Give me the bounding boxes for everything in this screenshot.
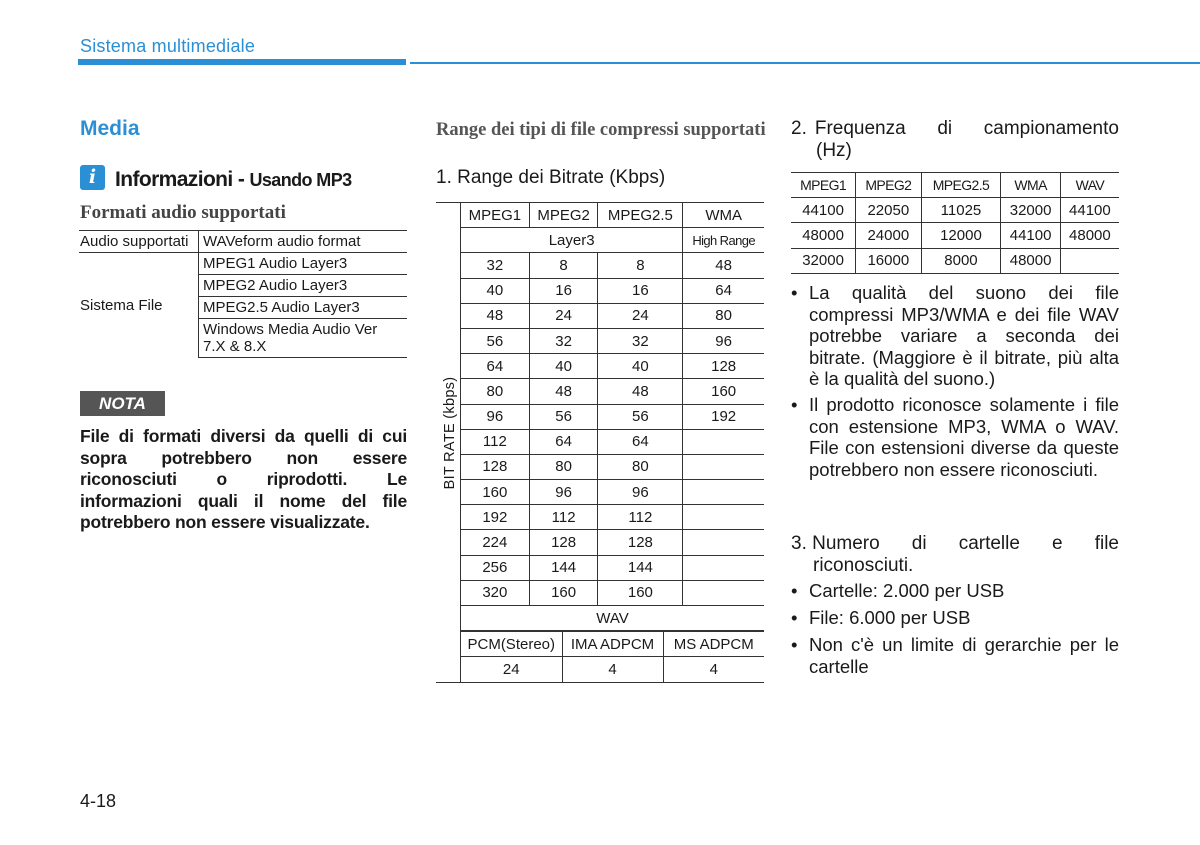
table-row	[436, 203, 764, 228]
table-cell: 64	[598, 429, 683, 454]
table-cell: MPEG2.5 Audio Layer3	[199, 297, 408, 319]
table-cell: 32	[529, 328, 598, 353]
bullet-text: Cartelle: 2.000 per USB	[809, 580, 1005, 601]
axis-spacer	[436, 530, 461, 555]
table-cell: 160	[683, 379, 764, 404]
section-title: Sistema multimediale	[80, 36, 256, 56]
table-row	[79, 253, 407, 275]
page-number: 4-18	[80, 791, 117, 811]
bullet-item	[791, 580, 1119, 602]
table-cell: WMA	[1001, 173, 1060, 198]
frequency-heading-word: Frequenza	[814, 118, 906, 139]
axis-spacer	[436, 580, 461, 605]
axis-spacer	[436, 203, 461, 228]
table-cell: 40	[598, 354, 683, 379]
info-title: Informazioni -	[115, 168, 250, 191]
axis-spacer	[436, 429, 461, 454]
table-cell: 11025	[921, 198, 1001, 223]
table-cell: 32	[598, 328, 683, 353]
table-cell: 40	[461, 278, 530, 303]
bullet-text: Non c'è un limite di gerarchie per le cartelle	[809, 634, 1119, 677]
wav-subtable	[461, 631, 764, 681]
table-cell: MPEG1	[461, 203, 530, 228]
formats-heading: Formati audio supportati	[80, 202, 286, 223]
axis-spacer	[436, 555, 461, 580]
table-cell: WMA	[683, 203, 764, 228]
axis-spacer	[436, 404, 461, 429]
table-cell: 56	[461, 328, 530, 353]
table-row	[436, 580, 764, 605]
table-cell: 144	[598, 555, 683, 580]
bullet-marker: •	[791, 580, 798, 601]
table-cell: 96	[683, 328, 764, 353]
table-cell	[683, 555, 764, 580]
info-heading	[115, 168, 352, 192]
table-cell: 192	[461, 505, 530, 530]
table-cell: 112	[529, 505, 598, 530]
table-row	[436, 303, 764, 328]
bullet-marker: •	[791, 634, 798, 655]
table-row	[436, 505, 764, 530]
table-row	[436, 379, 764, 404]
table-cell: WAV	[461, 606, 765, 631]
table-cell	[683, 530, 764, 555]
axis-spacer	[436, 303, 461, 328]
table-cell: 112	[598, 505, 683, 530]
axis-spacer	[436, 480, 461, 505]
table-cell: 192	[683, 404, 764, 429]
table-row	[436, 530, 764, 555]
table-cell: 4	[562, 657, 663, 682]
table-cell: 44100	[1060, 198, 1119, 223]
table-cell: 96	[529, 480, 598, 505]
table-cell: Layer3	[461, 228, 683, 253]
table-row	[791, 248, 1119, 273]
bullet-marker: •	[791, 282, 798, 303]
bitrate-table	[436, 202, 764, 683]
table-cell: 40	[529, 354, 598, 379]
bitrate-axis-label: BIT RATE (kbps)	[442, 376, 458, 490]
frequency-heading	[791, 118, 1119, 162]
table-cell	[683, 505, 764, 530]
table-cell: 256	[461, 555, 530, 580]
table-cell	[683, 580, 764, 605]
table-cell: 144	[529, 555, 598, 580]
table-cell	[683, 454, 764, 479]
table-row	[791, 173, 1119, 198]
bullet-item	[791, 394, 1119, 480]
frequency-heading-word: campionamento	[983, 118, 1119, 139]
axis-spacer	[436, 354, 461, 379]
folders-heading-word: di	[911, 533, 927, 554]
table-cell	[1060, 248, 1119, 273]
table-cell: 24000	[856, 223, 921, 248]
table-cell: 48000	[791, 223, 856, 248]
table-cell: 48000	[1060, 223, 1119, 248]
table-cell: 16	[529, 278, 598, 303]
axis-spacer	[436, 505, 461, 530]
table-cell: 160	[598, 580, 683, 605]
table-cell: WAV	[1060, 173, 1119, 198]
table-row	[436, 328, 764, 353]
note-text: File di formati diversi da quelli di cui sopra potrebbero non essere riconosciuti o riprodotti. Le informazioni quali il nome del file potrebbero non essere visualizzate.	[80, 426, 407, 532]
table-cell: MPEG2 Audio Layer3	[199, 275, 408, 297]
table-cell: 24	[502, 660, 520, 678]
table-cell: 8	[529, 253, 598, 278]
axis-spacer	[436, 228, 461, 253]
frequency-heading-number: 2.	[791, 118, 807, 139]
table-cell: 32	[461, 253, 530, 278]
formats-table	[79, 230, 407, 358]
table-cell: 8000	[921, 248, 1001, 273]
axis-spacer	[436, 606, 461, 631]
axis-spacer	[436, 253, 461, 278]
table-cell: MS ADPCM	[663, 632, 764, 657]
table-row	[436, 278, 764, 303]
frequency-heading-unit: (Hz)	[816, 140, 852, 161]
bullet-item	[791, 282, 1119, 390]
table-row	[79, 231, 407, 253]
table-cell: 160	[529, 580, 598, 605]
table-cell	[683, 429, 764, 454]
table-cell: Windows Media Audio Ver 7.X & 8.X	[199, 319, 408, 358]
folders-heading-word: e	[1052, 533, 1063, 554]
table-cell: 80	[683, 303, 764, 328]
table-cell: Sistema File	[79, 253, 199, 358]
table-cell: 48	[598, 379, 683, 404]
frequency-table	[791, 172, 1119, 274]
bitrate-heading: 1. Range dei Bitrate (Kbps)	[436, 167, 666, 188]
table-cell: 16	[598, 278, 683, 303]
media-heading: Media	[80, 117, 140, 140]
table-cell: MPEG1 Audio Layer3	[199, 253, 408, 275]
table-cell: 64	[461, 354, 530, 379]
table-row	[436, 480, 764, 505]
table-cell: 16000	[856, 248, 921, 273]
table-cell: 12000	[921, 223, 1001, 248]
bullet-item	[791, 634, 1119, 677]
table-row	[436, 253, 764, 278]
note-badge: NOTA	[80, 391, 165, 416]
range-heading: Range dei tipi di file compressi supportati	[436, 120, 766, 140]
info-icon: i	[80, 165, 105, 190]
table-cell: 224	[461, 530, 530, 555]
table-cell: 80	[461, 379, 530, 404]
table-cell: 64	[683, 278, 764, 303]
table-cell: 80	[529, 454, 598, 479]
folders-heading-word: cartelle	[958, 533, 1020, 554]
bullet-text: File: 6.000 per USB	[809, 607, 971, 628]
bullet-marker: •	[791, 607, 798, 628]
table-row	[436, 606, 764, 631]
table-cell: MPEG2	[856, 173, 921, 198]
table-cell: 128	[529, 530, 598, 555]
table-cell: 22050	[856, 198, 921, 223]
table-cell: 96	[598, 480, 683, 505]
table-cell: 48	[529, 379, 598, 404]
table-cell: 112	[461, 429, 530, 454]
table-cell: Audio supportati	[79, 231, 199, 253]
axis-spacer	[436, 631, 461, 682]
table-cell: 128	[683, 354, 764, 379]
bullet-text: La qualità del suono dei file compressi MP3/WMA e dei file WAV potrebbe variare a seconda dei bitrate. (Maggiore è il bitrate, più alta è la qualità del suono.)	[809, 282, 1119, 389]
table-row	[436, 404, 764, 429]
table-cell: High Range	[683, 228, 764, 253]
table-cell: 320	[461, 580, 530, 605]
table-cell: 32000	[1001, 198, 1060, 223]
table-row	[436, 354, 764, 379]
table-cell: 96	[461, 404, 530, 429]
header-rule-thick	[78, 59, 406, 65]
table-cell	[683, 480, 764, 505]
table-row	[461, 657, 764, 682]
table-cell: 128	[598, 530, 683, 555]
table-cell: 56	[598, 404, 683, 429]
table-cell: MPEG2.5	[921, 173, 1001, 198]
axis-spacer	[436, 278, 461, 303]
table-cell: MPEG1	[791, 173, 856, 198]
folders-heading-line2: riconosciuti.	[813, 555, 914, 576]
bullet-item	[791, 607, 1119, 629]
table-cell: 24	[529, 303, 598, 328]
table-row	[436, 429, 764, 454]
table-cell: 44100	[1001, 223, 1060, 248]
table-cell: 24	[598, 303, 683, 328]
table-row	[791, 223, 1119, 248]
table-cell: 64	[529, 429, 598, 454]
table-cell: 80	[598, 454, 683, 479]
table-cell: 56	[529, 404, 598, 429]
table-cell: WAVeform audio format	[199, 231, 408, 253]
axis-spacer	[436, 379, 461, 404]
table-cell: 4	[663, 657, 764, 682]
table-cell: 48	[683, 253, 764, 278]
folders-heading-word: 3. Numero	[791, 533, 880, 554]
table-cell: MPEG2.5	[598, 203, 683, 228]
table-row	[436, 454, 764, 479]
table-cell: 48000	[1001, 248, 1060, 273]
table-cell: 48	[461, 303, 530, 328]
info-subtitle: Usando MP3	[249, 170, 352, 190]
table-cell: IMA ADPCM	[562, 632, 663, 657]
wav-subtable-cell	[461, 631, 765, 682]
table-cell: 8	[598, 253, 683, 278]
axis-spacer	[436, 454, 461, 479]
table-row	[436, 631, 764, 682]
bullet-marker: •	[791, 394, 798, 415]
folders-heading-word: file	[1094, 533, 1119, 554]
axis-spacer	[436, 328, 461, 353]
table-cell: 44100	[791, 198, 856, 223]
table-row	[436, 228, 764, 253]
header-rule-thin	[410, 62, 1200, 64]
table-cell: 128	[461, 454, 530, 479]
bullet-text: Il prodotto riconosce solamente i file con estensione MP3, WMA o WAV. File con estensioni diverse da queste potrebbero non essere riconosciuti.	[809, 394, 1119, 480]
table-row	[791, 198, 1119, 223]
frequency-heading-word: di	[937, 118, 953, 139]
table-row	[461, 632, 764, 657]
table-cell: PCM(Stereo)	[461, 632, 562, 657]
table-cell: 32000	[791, 248, 856, 273]
table-cell: MPEG2	[529, 203, 598, 228]
folders-heading	[791, 533, 1119, 577]
table-cell: 160	[461, 480, 530, 505]
table-row	[436, 555, 764, 580]
